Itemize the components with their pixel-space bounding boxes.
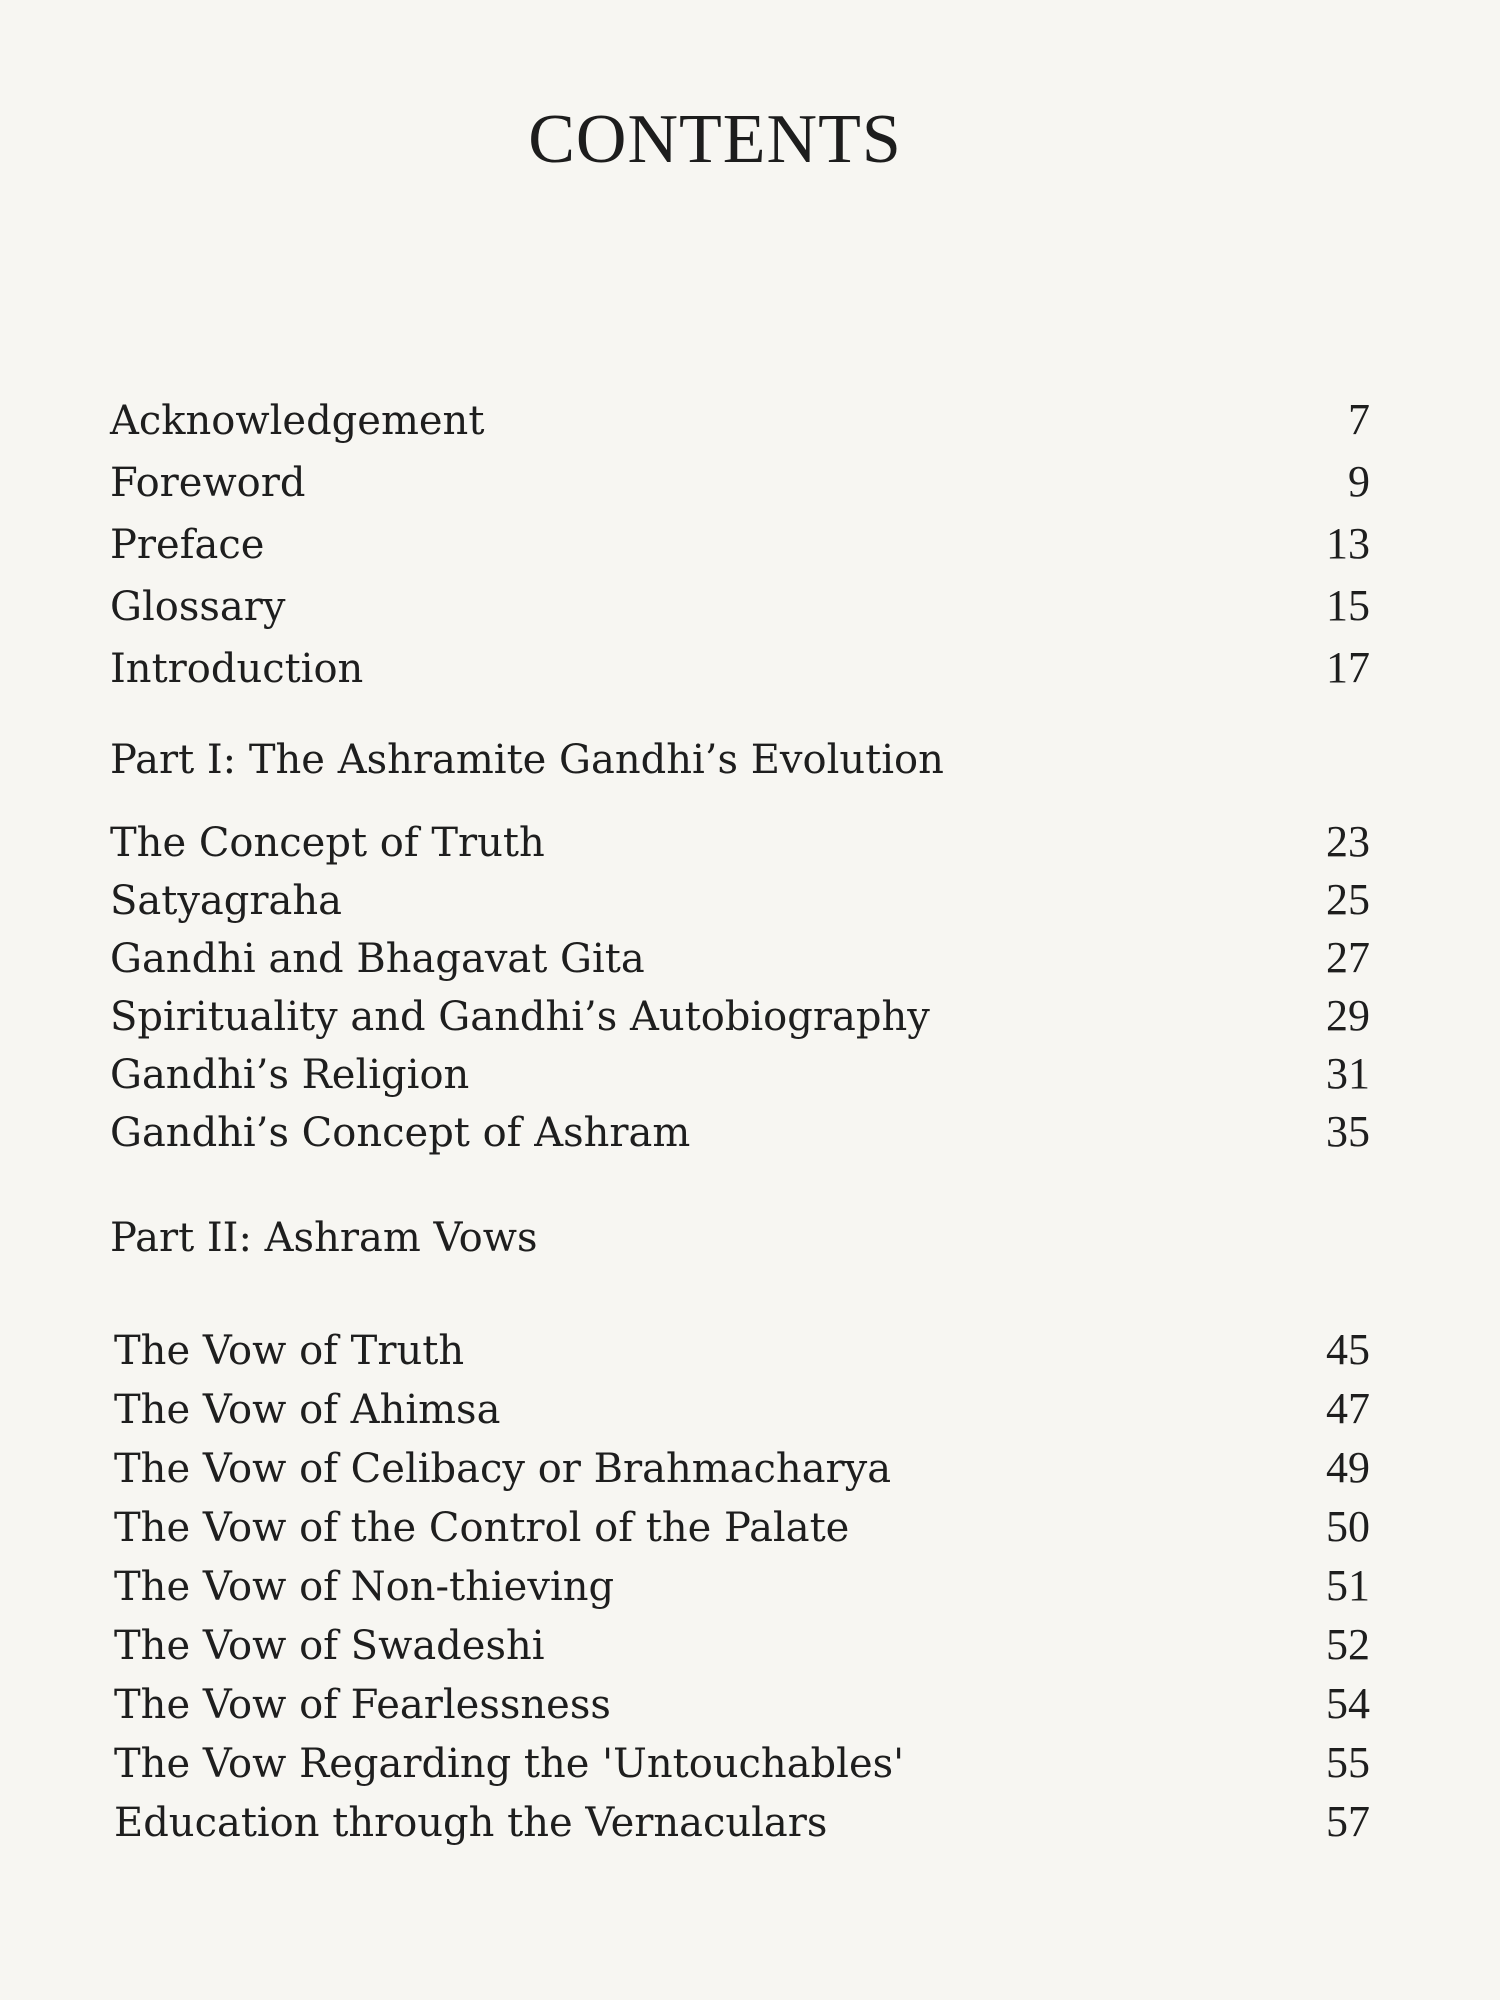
toc-entry: [114, 1326, 1370, 1375]
entry-page: 52: [1326, 1620, 1370, 1669]
entry-page: 9: [1348, 457, 1370, 506]
entry-label: Introduction: [110, 646, 364, 692]
entry-page: 35: [1326, 1107, 1370, 1156]
entry-label: The Vow Regarding the 'Untouchables': [114, 1741, 905, 1787]
entry-label: The Vow of Swadeshi: [114, 1623, 545, 1669]
entry-label: The Vow of Ahimsa: [114, 1387, 501, 1433]
entry-page: 15: [1326, 581, 1370, 630]
entry-page: 45: [1326, 1325, 1370, 1374]
toc-entry: [114, 1562, 1370, 1611]
toc-entry: [114, 1621, 1370, 1670]
entry-label: Preface: [110, 522, 265, 568]
toc-entry: [110, 520, 1370, 569]
toc-entry: [110, 934, 1370, 983]
toc-entry: [110, 644, 1370, 693]
page-title: CONTENTS: [528, 101, 902, 178]
entry-page: 7: [1348, 395, 1370, 444]
toc-entry: [110, 582, 1370, 631]
entry-label: Glossary: [110, 584, 286, 630]
entry-page: 57: [1326, 1797, 1370, 1846]
entry-page: 49: [1326, 1443, 1370, 1492]
entry-label: The Vow of Celibacy or Brahmacharya: [114, 1446, 892, 1492]
entry-page: 13: [1326, 519, 1370, 568]
entry-page: 51: [1326, 1561, 1370, 1610]
entry-label: Foreword: [110, 460, 306, 506]
entry-label: The Concept of Truth: [110, 820, 545, 866]
entry-page: 25: [1326, 875, 1370, 924]
entry-label: The Vow of Fearlessness: [114, 1682, 611, 1728]
entry-label: The Vow of Truth: [114, 1328, 465, 1374]
entry-page: 31: [1326, 1049, 1370, 1098]
entry-page: 27: [1326, 933, 1370, 982]
toc-entry: [114, 1444, 1370, 1493]
entry-label: Satyagraha: [110, 878, 342, 924]
toc-entry: [114, 1503, 1370, 1552]
toc-entry: [110, 1108, 1370, 1157]
section-heading-part-2: Part II: Ashram Vows: [110, 1215, 538, 1261]
entry-label: The Vow of Non-thieving: [114, 1564, 615, 1610]
entry-page: 29: [1326, 991, 1370, 1040]
entry-label: Acknowledgement: [110, 398, 485, 444]
toc-entry: [114, 1739, 1370, 1788]
entry-page: 47: [1326, 1384, 1370, 1433]
toc-entry: [114, 1385, 1370, 1434]
entry-label: Spirituality and Gandhi’s Autobiography: [110, 994, 930, 1040]
toc-entry: [110, 876, 1370, 925]
toc-entry: [110, 1050, 1370, 1099]
entry-label: Gandhi and Bhagavat Gita: [110, 936, 645, 982]
toc-entry: [110, 396, 1370, 445]
entry-label: Education through the Vernaculars: [114, 1800, 828, 1846]
entry-page: 23: [1326, 817, 1370, 866]
entry-page: 50: [1326, 1502, 1370, 1551]
toc-entry: [110, 818, 1370, 867]
entry-label: Gandhi’s Concept of Ashram: [110, 1110, 691, 1156]
section-heading-part-1: Part I: The Ashramite Gandhi’s Evolution: [110, 737, 944, 783]
entry-page: 17: [1326, 643, 1370, 692]
toc-entry: [110, 458, 1370, 507]
toc-entry: [114, 1680, 1370, 1729]
entry-page: 54: [1326, 1679, 1370, 1728]
entry-label: Gandhi’s Religion: [110, 1052, 470, 1098]
entry-page: 55: [1326, 1738, 1370, 1787]
toc-entry: [114, 1798, 1370, 1847]
toc-entry: [110, 992, 1370, 1041]
entry-label: The Vow of the Control of the Palate: [114, 1505, 850, 1551]
